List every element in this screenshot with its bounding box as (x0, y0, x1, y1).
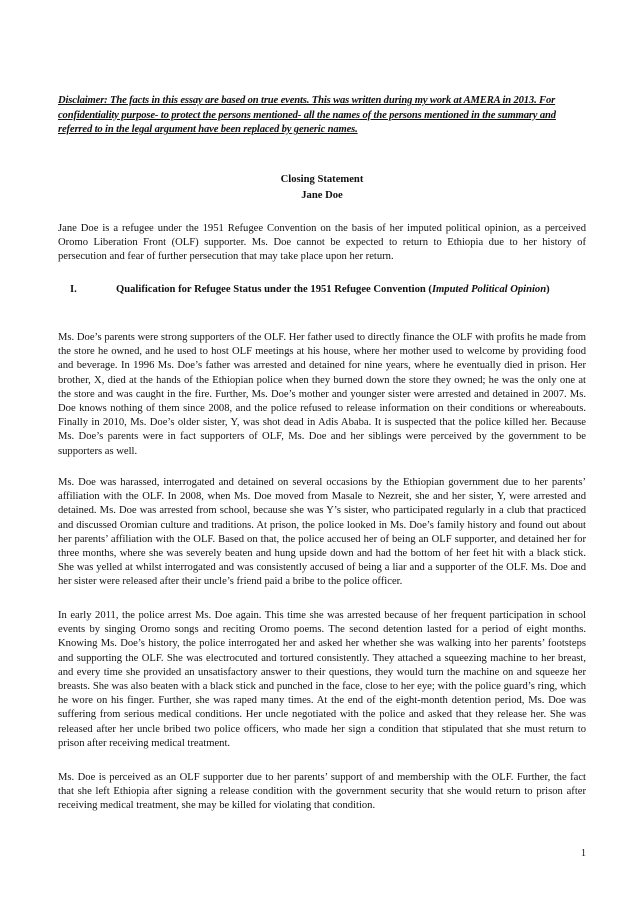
section-title (116, 283, 576, 297)
body-paragraph: Ms. Doe’s parents were strong supporters of the OLF. Her father used to directly finance the OLF with profits he made from the store he owned, and he used to host OLF meetings at his house, where her mother used to welcome by providing food and beverage. In 1996 Ms. Doe’s father was arrested and detained for nine years, where he eventually died in prison. Her brother, X, died at the hands of the Ethiopian police when they burned down the store they owned; he was the only one at the store and was caught in the fire. Further, Ms. Doe’s mother and younger sister were arrested and detained in 2007. Ms. Doe knows nothing of them since 2008, and the police refused to release information on their conditions or whereabouts. Finally in 2010, Ms. Doe’s older sister, Y, was shot dead in Adis Ababa. It is suspected that the police killed her. Because Ms. Doe’s parents were in fact supporters of OLF, Ms. Doe and her siblings were perceived by the government to be supporters as well. (58, 332, 586, 457)
disclaimer: Disclaimer: The facts in this essay are based on true events. This was written during my work at AMERA in 2013. For confidentiality purpose- to protect the persons mentioned- all the names of the persons mentioned in the summary and referred to in the legal argument have been replaced by generic names. (58, 95, 556, 136)
intro-paragraph: Jane Doe is a refugee under the 1951 Refugee Convention on the basis of her imputed political opinion, as a perceived Oromo Liberation Front (OLF) supporter. Ms. Doe cannot be expected to return to Ethiopia due to her history of persecution and fear of further persecution that may take place upon her return. (58, 223, 586, 263)
section-title-end: ) (546, 284, 550, 295)
body-paragraph: Ms. Doe was harassed, interrogated and detained on several occasions by the Ethiopian government due to her parents’ affiliation with the OLF. In 2008, when Ms. Doe moved from Masale to Nezreit, she and her sister, Y, were arrested and detained. Ms. Doe was arrested from school, because she was Y’s sister, who participated regularly in a club that practiced and discussed Oromian culture and traditions. At prison, the police looked in Ms. Doe’s family history and found out about her parents’ affiliation with the OLF. Based on that, the police accused her of being an OLF supporter, and detained her for three months, where she was severely beaten and hung upside down and had the bottom of her feet hit with a black stick. She was yelled at whilst interrogated and was consistently accused of being a liar and a supporter of the OLF. Ms. Doe and her sister were released after their uncle’s friend paid a bribe to the police officer. (58, 477, 586, 588)
page-number: 1 (581, 848, 586, 859)
section-number: I. (70, 284, 77, 295)
document-subtitle: Jane Doe (301, 190, 343, 201)
document-title: Closing Statement (280, 174, 364, 185)
section-title-italic: Imputed Political Opinion (431, 284, 547, 295)
section-title-text: Qualification for Refugee Status under the 1951 Refugee Convention ( (116, 284, 432, 295)
body-paragraph: Ms. Doe is perceived as an OLF supporter due to her parents’ support of and membership with the OLF. Further, the fact that she left Ethiopia after signing a release condition with the government security that she would return to prison after receiving medical treatment, she may be killed for violating that condition. (58, 772, 586, 812)
body-paragraph: In early 2011, the police arrest Ms. Doe again. This time she was arrested because of her frequent participation in school events by singing Oromo songs and reciting Oromo poems. The second detention lasted for a period of eight months. Knowing Ms. Doe’s history, the police interrogated her and asked her whether she was walking into her parents’ footsteps and supporting the OLF. She was electrocuted and tortured consistently. They attached a squeezing machine to her breast, and every time she provided an unsatisfactory answer to their questions, they would turn the machine on and squeeze her breasts. She was also beaten with a black stick and punched in the face, close to her eye; with the police guard’s ring, which he wore on his finger. Further, she was raped many times. At the end of the eight-month detention period, Ms. Doe was suffering from serious medical conditions. Her uncle negotiated with the police and asked that they release her. She was released after her uncle bribed two police officers, who made her sign a condition that stipulated that she must return to prison after receiving medical treatment. (58, 610, 586, 749)
